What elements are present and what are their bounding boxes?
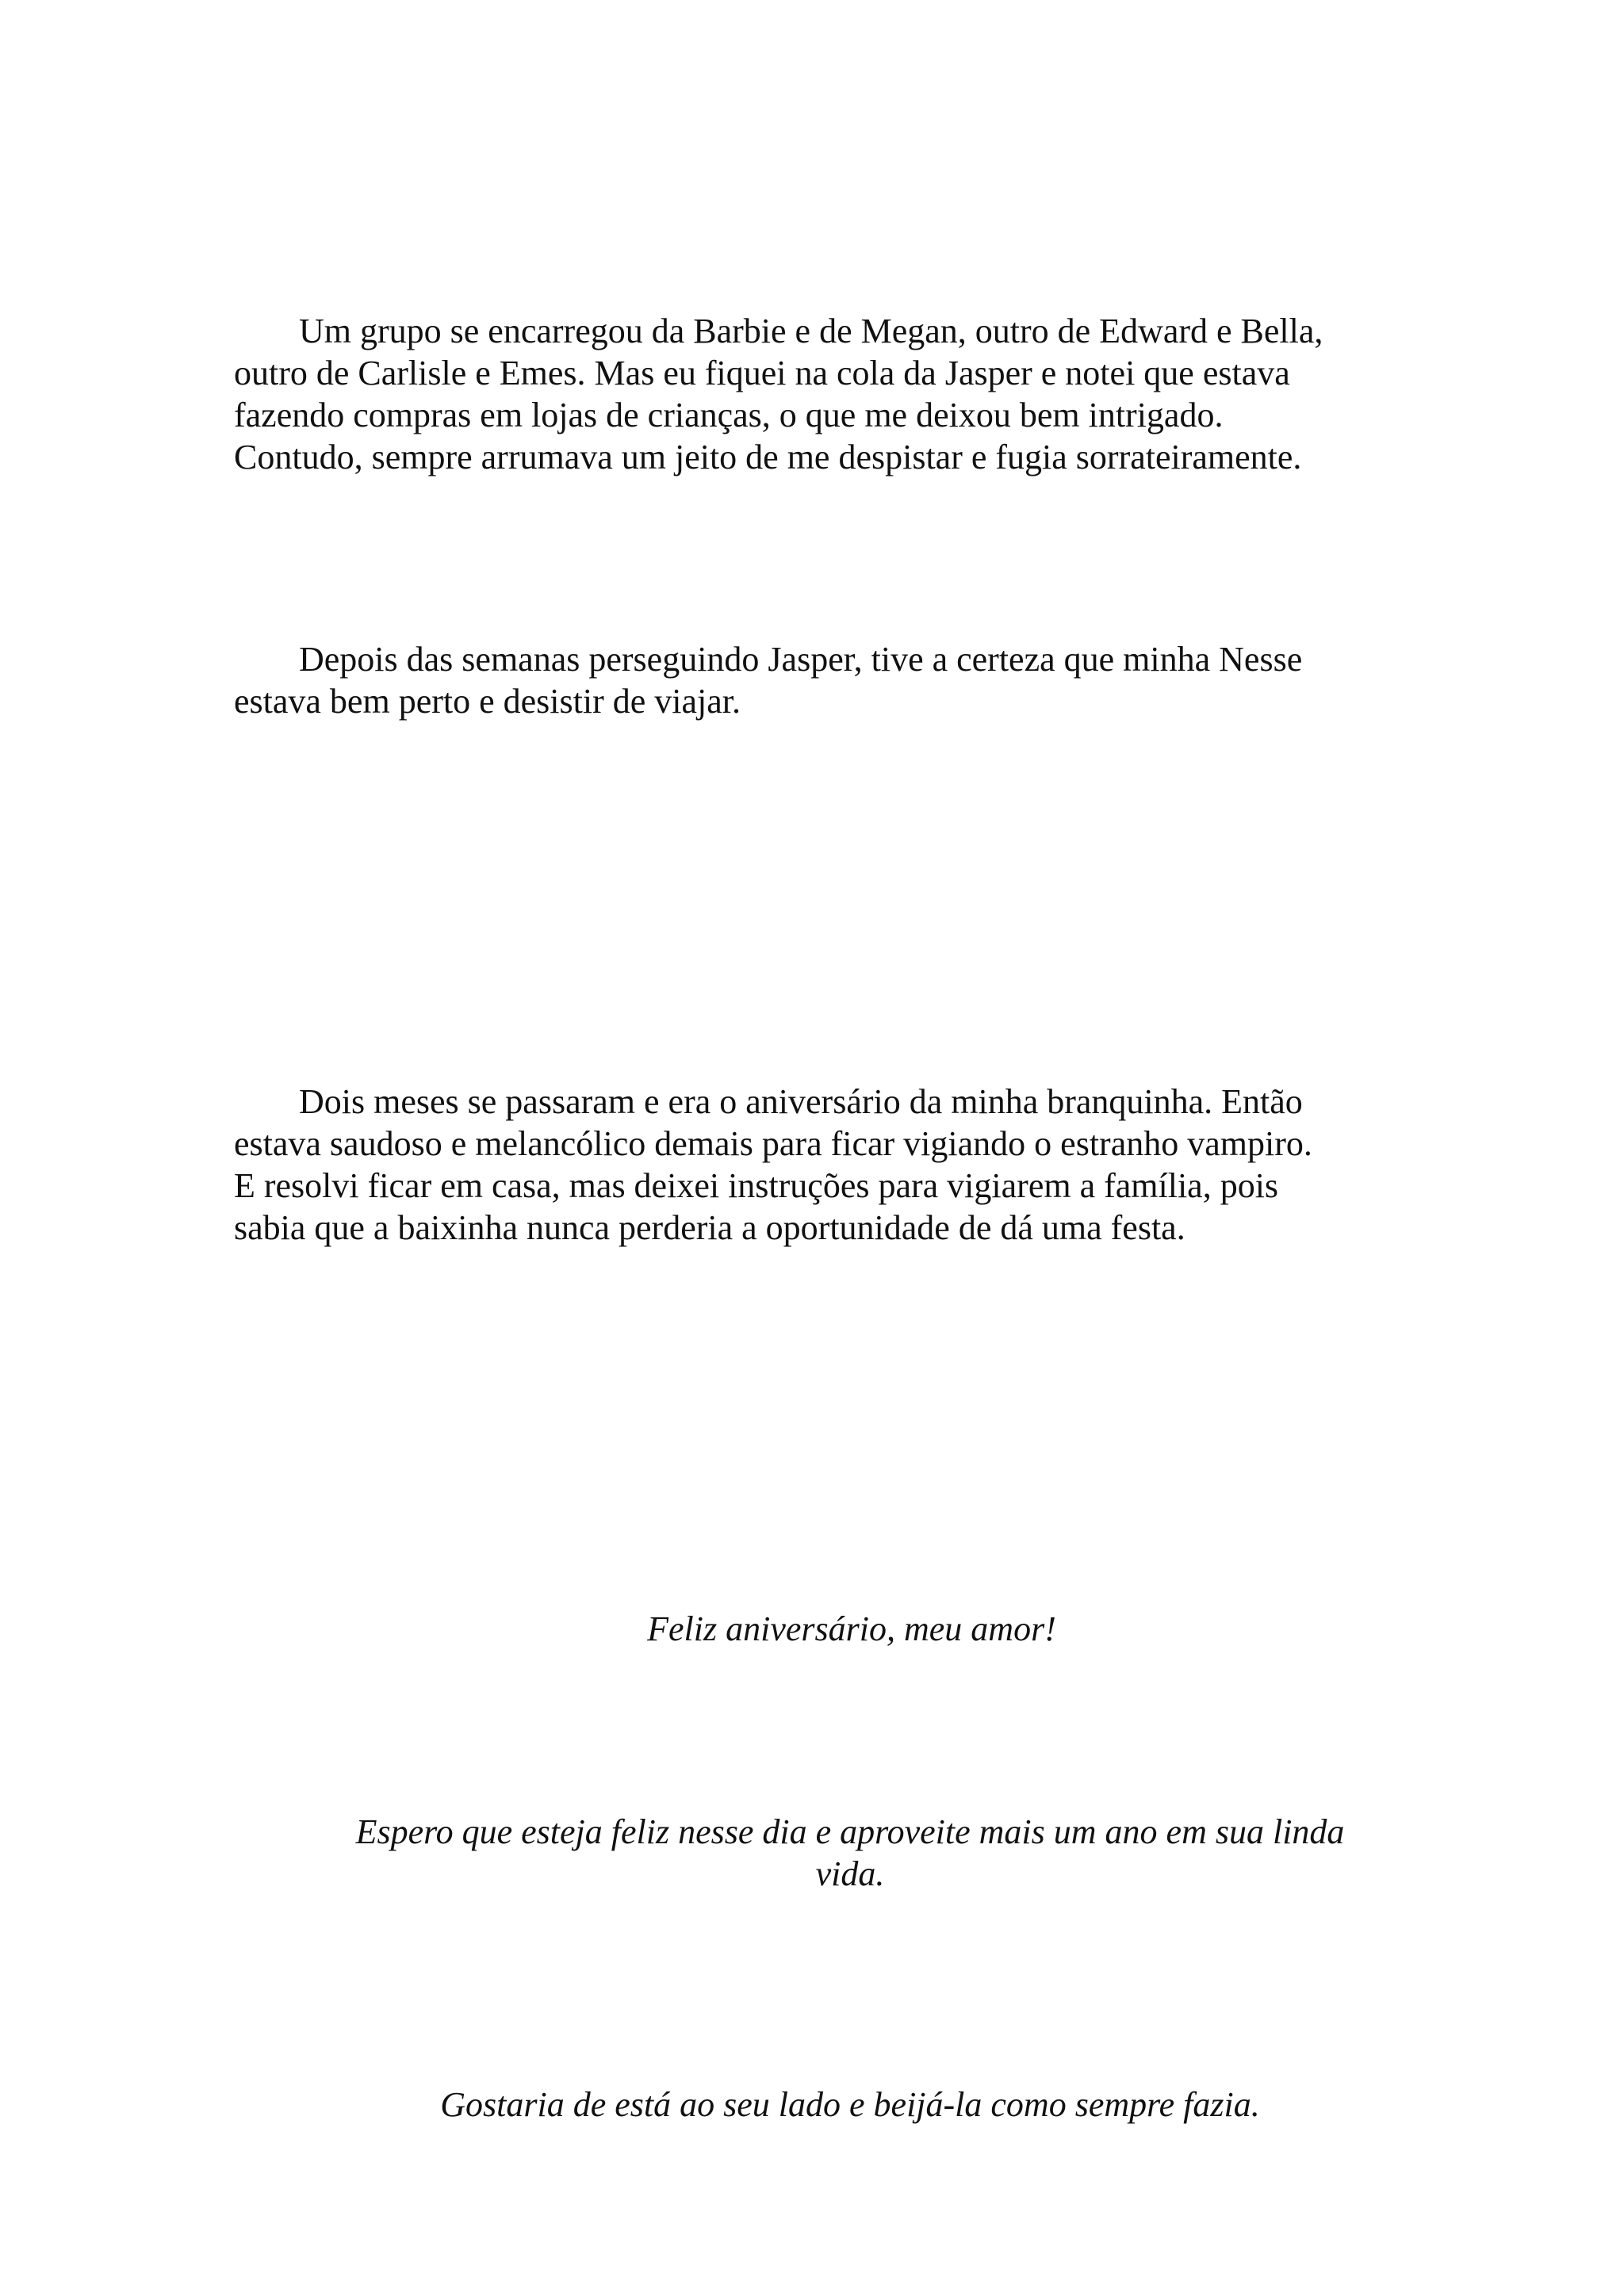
paragraph-1 xyxy=(234,310,1400,478)
paragraph-line: Contudo, sempre arrumava um jeito de me despistar e fugia sorrateiramente. xyxy=(234,438,1302,476)
paragraph-line: fazendo compras em lojas de crianças, o que me deixou bem intrigado. xyxy=(234,396,1224,434)
paragraph-2 xyxy=(234,638,1400,722)
italic-text: vida. xyxy=(815,1854,885,1893)
italic-text: Feliz aniversário, meu amor! xyxy=(647,1609,1056,1648)
paragraph-line: sabia que a baixinha nunca perderia a oportunidade de dá uma festa. xyxy=(234,1208,1185,1247)
paragraph-line: outro de Carlisle e Emes. Mas eu fiquei na cola da Jasper e notei que estava xyxy=(234,354,1290,392)
paragraph-line: Dois meses se passaram e era o aniversário da minha branquinha. Então xyxy=(299,1082,1303,1121)
italic-line-1 xyxy=(40,1608,1624,1650)
italic-text: Gostaria de está ao seu lado e beijá-la como sempre fazia. xyxy=(440,2085,1260,2124)
italic-line-3 xyxy=(38,2084,1624,2126)
italic-line-2 xyxy=(38,1811,1624,1895)
italic-text: Espero que esteja feliz nesse dia e aproveite mais um ano em sua linda xyxy=(355,1812,1345,1851)
paragraph-line: estava bem perto e desistir de viajar. xyxy=(234,682,741,721)
paragraph-3 xyxy=(234,1081,1400,1249)
paragraph-line: E resolvi ficar em casa, mas deixei instruções para vigiarem a família, pois xyxy=(234,1166,1279,1205)
paragraph-line: Depois das semanas perseguindo Jasper, tive a certeza que minha Nesse xyxy=(299,640,1303,679)
paragraph-line: estava saudoso e melancólico demais para ficar vigiando o estranho vampiro. xyxy=(234,1124,1312,1163)
paragraph-line: Um grupo se encarregou da Barbie e de Megan, outro de Edward e Bella, xyxy=(299,312,1323,350)
